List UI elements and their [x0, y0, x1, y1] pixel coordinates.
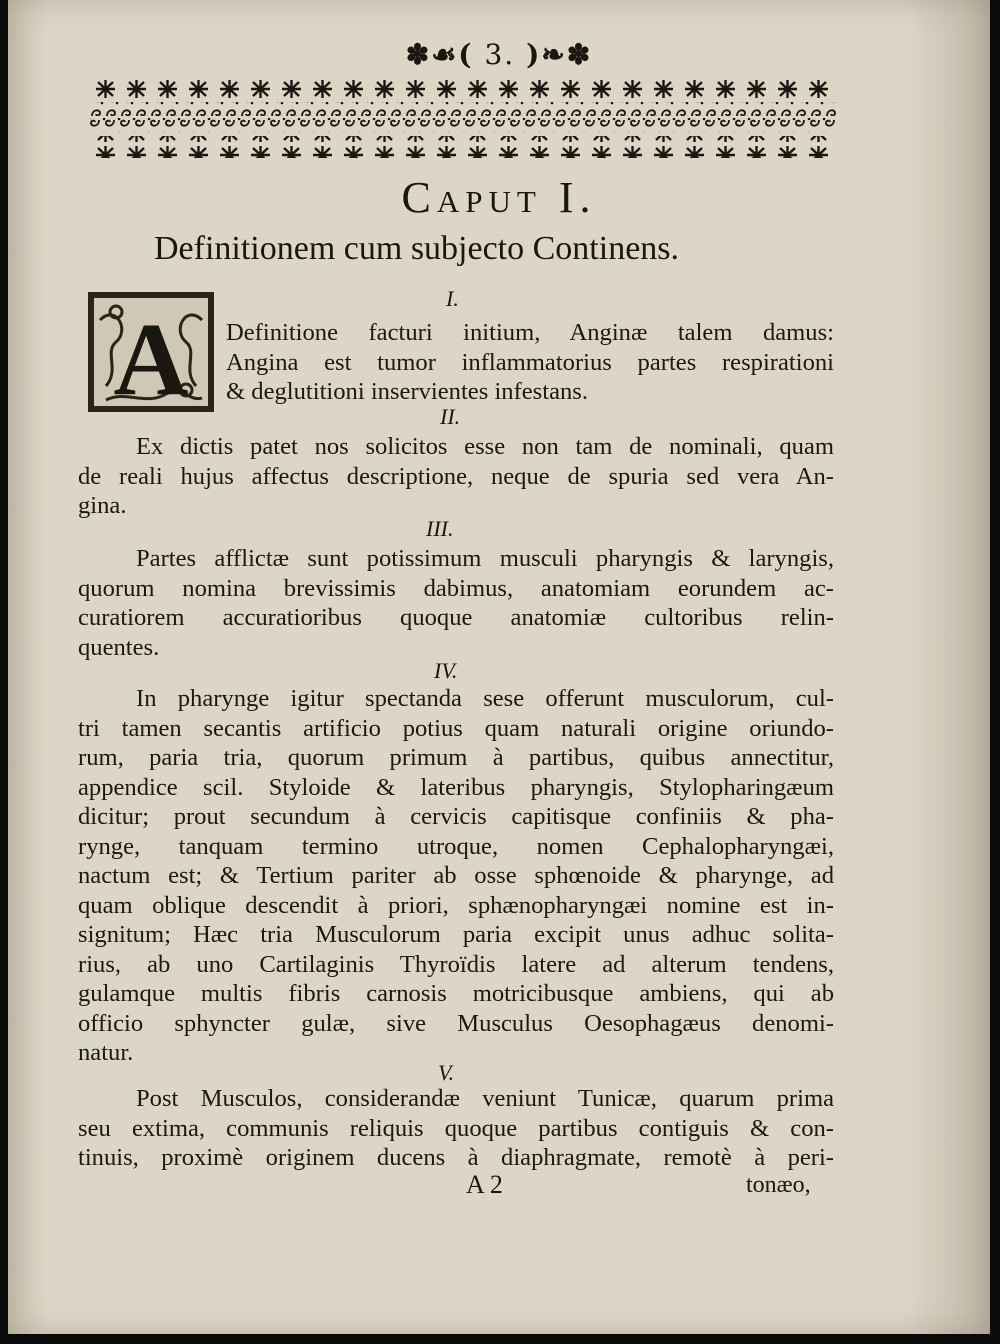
text-line: Ex dictis patet nos solicitos esse non tam de nominali, quam [136, 433, 834, 460]
section-numeral-3: III. [426, 516, 454, 541]
section-numeral-4: IV. [434, 658, 458, 683]
text-line: gulamque multis fibris carnosis motricibusque ambiens, qui ab [78, 980, 834, 1007]
text-line: quorum nomina brevissimis dabimus, anatomiam eorundem ac- [78, 574, 834, 602]
text-line: tinuis, proximè originem ducens à diaphragmate, remotè à peri- [78, 1144, 834, 1171]
text-line: rynge, tanquam termino utroque, nomen Cephalopharyngæi, [78, 832, 834, 860]
text-line: natur. [78, 1039, 134, 1066]
catchword: tonæo, [746, 1172, 811, 1198]
section-numeral-5: V. [438, 1060, 455, 1085]
right-ornament: )❧✽ [526, 38, 593, 71]
signature-mark: A 2 [466, 1170, 503, 1199]
svg-text:A: A [113, 302, 189, 414]
decorated-initial [86, 290, 216, 414]
left-ornament: ✽☙( [405, 38, 474, 71]
text-line: tri tamen secantis artificio potius quam naturali origine oriundo- [78, 714, 834, 742]
text-line: seu extima, communis reliquis quoque partibus contiguis & con- [78, 1114, 834, 1142]
chapter-heading: Caput I. [401, 173, 597, 222]
text-line: nactum est; & Tertium pariter ab osse sphœnoide & pharynge, ad [78, 862, 834, 889]
chapter-subtitle: Definitionem cum subjecto Continens. [154, 230, 680, 267]
text-line: rius, ab uno Cartilaginis Thyroïdis latere ad alterum tendens, [78, 950, 834, 978]
text-line: appendice scil. Styloide & lateribus pharyngis, Stylopharingæum [78, 773, 834, 801]
text-line: quam oblique descendit à priori, sphænopharyngæi nomine est in- [78, 891, 834, 919]
text-line: curatiorem accuratioribus quoque anatomiæ cultoribus relin- [78, 604, 834, 631]
text-line: Angina est tumor inflammatorius partes respirationi [226, 348, 834, 376]
section-numeral-1: I. [446, 286, 459, 311]
ornamental-headpiece [90, 78, 836, 162]
text-line: de reali hujus affectus descriptione, neque de spuria sed vera An- [78, 462, 834, 490]
text-line: Partes afflictæ sunt potissimum musculi pharyngis & laryngis, [136, 545, 834, 572]
text-line: In pharynge igitur spectanda sese offerunt musculorum, cul- [136, 685, 834, 712]
text-line: rum, paria tria, quorum primum à partibus, quibus annectitur, [78, 744, 834, 771]
text-line: quentes. [78, 633, 160, 661]
section-3-text [78, 544, 834, 662]
text-line: Post Musculos, considerandæ veniunt Tunicæ, quarum prima [136, 1085, 834, 1112]
text-line: gina. [78, 492, 127, 519]
section-4-text [78, 684, 834, 1068]
section-numeral-2: II. [440, 404, 461, 429]
text-line: Definitione facturi initium, Anginæ talem damus: [226, 319, 834, 346]
initial-a-woodcut [86, 290, 216, 414]
text-line: officio sphyncter gulæ, sive Musculus Oesophagæus denomi- [78, 1009, 834, 1037]
book-page [8, 0, 990, 1334]
section-2-text [78, 432, 834, 521]
text-line: & deglutitioni inservientes infestans. [226, 378, 589, 405]
page-number: 3. [484, 38, 516, 71]
text-line: dicitur; prout secundum à cervicis capitisque confiniis & pha- [78, 803, 834, 830]
headpiece-pattern [90, 78, 836, 162]
section-1-text [226, 318, 834, 407]
text-line: signitum; Hæc tria Musculorum paria excipit unus adhuc solita- [78, 921, 834, 948]
section-5-text [78, 1084, 834, 1173]
page-number-line [8, 38, 990, 71]
